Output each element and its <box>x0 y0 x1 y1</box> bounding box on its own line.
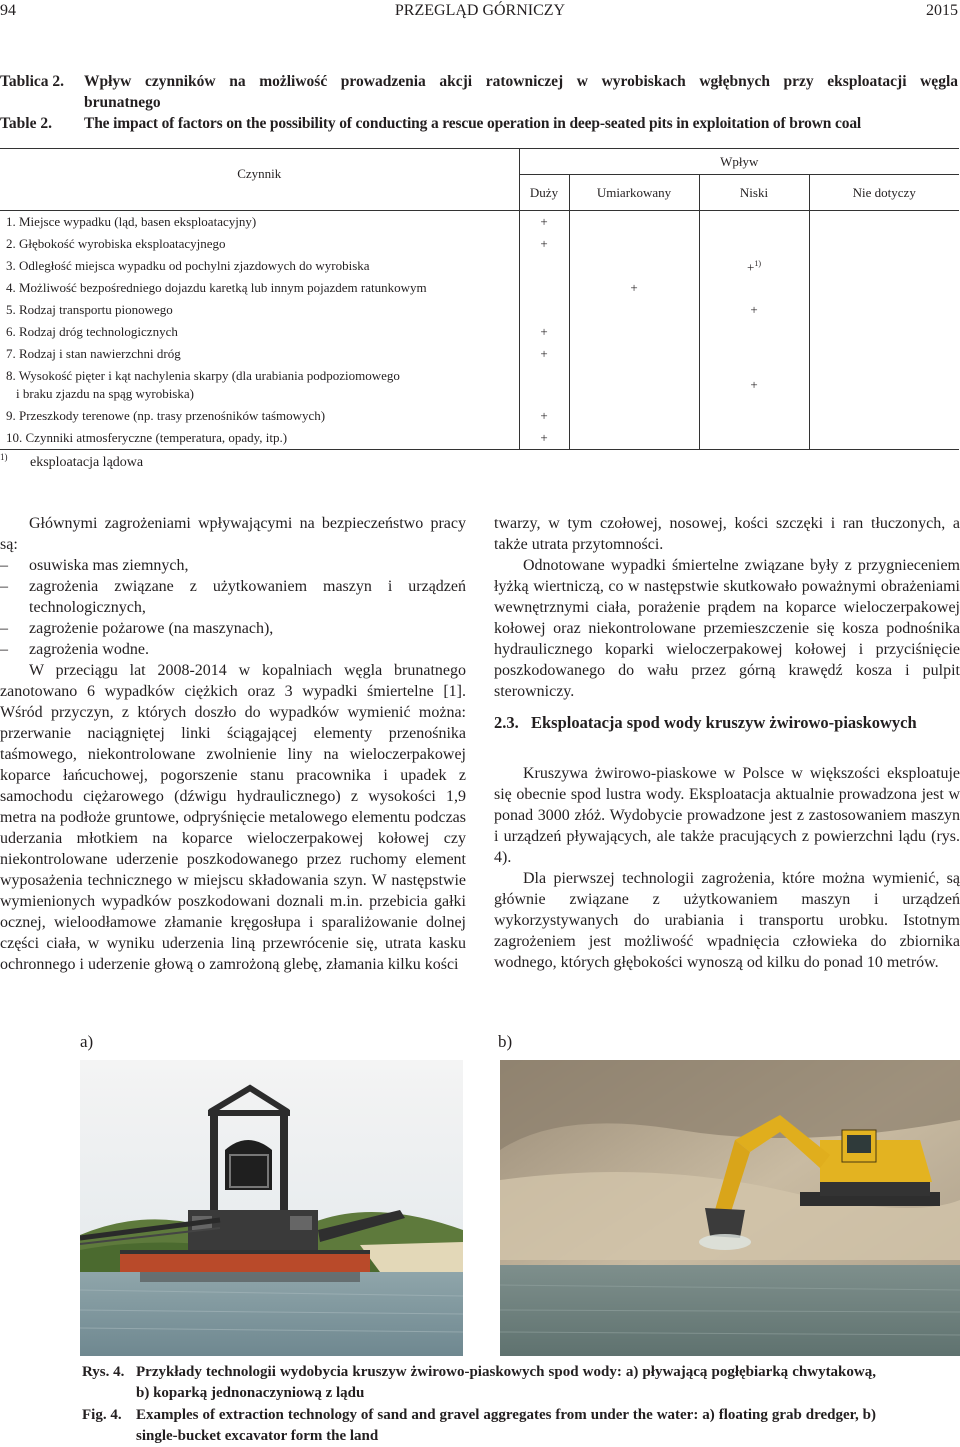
figure-label-b: b) <box>498 1032 513 1051</box>
table-row <box>0 211 959 234</box>
footnote-text: eksploatacja lądowa <box>30 455 144 470</box>
factor-cell: 5. Rodzaj transportu pionowego <box>0 299 519 321</box>
factor-cell: 2. Głębokość wyrobiska eksploatacyjnego <box>0 233 519 255</box>
high-cell: + <box>519 343 569 365</box>
moderate-cell <box>569 211 699 234</box>
factor-cell: 10. Czynniki atmosferyczne (temperatura, opady, itp.) <box>0 427 519 450</box>
high-cell <box>519 255 569 277</box>
table-row <box>0 427 959 450</box>
high-cell <box>519 365 569 405</box>
na-cell <box>809 233 959 255</box>
paragraph: W przeciągu lat 2008-2014 w kopalniach węgla brunatnego zanotowano 6 wypadków ciężkich oraz 3 wypadki śmiertelne [1]. Wśród przyczyn, z których doszło do wypadków wymienić można: przerwanie naciągniętej linki ściągającej elementy przenośnika taśmowego, niekontrolowane zwolnienie liny na wieloczerpakowej koparce łańcuchowej, pogorszenie stanu pracownika i upadek z samochodu ciężarowego (dźwigu hydraulicznego) z wysokości 1,9 metra na podłoże gruntowe, odpryśnięcie metalowego elementu podczas uderzania młotkiem na koparce wieloczerpakowej kołowej czy niekontrolowane uderzenie poszkodowanego przez ruchomy element wyposażenia technicznego w miejscu składowania szyn. W następstwie wymienionych wypadków poszkodowani doznali m.in. przebicia gałki ocznej, wieloodłamowe złamanie kręgosłupa i sparaliżowanie dolnej części ciała, w wyniku uderzenia liną przewrócenie się, utrata kasku ochronnego i uderzenie głową o zamrożoną glebę, złamania kilku kości <box>0 662 466 973</box>
low-cell <box>699 343 809 365</box>
na-cell <box>809 343 959 365</box>
low-cell: + <box>699 365 809 405</box>
low-cell: +$^{1)}$ <box>699 255 809 277</box>
moderate-cell <box>569 365 699 405</box>
factor-cell: 1. Miejsce wypadku (ląd, basen eksploatacyjny) <box>0 211 519 234</box>
excavator-image <box>500 1060 960 1356</box>
photo-excavator <box>500 1060 960 1356</box>
moderate-cell <box>569 321 699 343</box>
low-cell <box>699 233 809 255</box>
header-moderate: Umiarkowany <box>569 175 699 211</box>
high-cell <box>519 299 569 321</box>
low-cell <box>699 427 809 450</box>
list-item: – zagrożenia wodne. <box>0 641 149 658</box>
table-caption-en: The impact of factors on the possibility of conducting a rescue operation in deep-seated pits in exploitation of brown coal <box>84 115 862 132</box>
figure-label-a: a) <box>80 1032 94 1051</box>
factor-cell: 7. Rodzaj i stan nawierzchni dróg <box>0 343 519 365</box>
low-cell <box>699 211 809 234</box>
moderate-cell <box>569 233 699 255</box>
table-row <box>0 343 959 365</box>
na-cell <box>809 211 959 234</box>
figure-label-pl: Rys. 4. <box>82 1364 125 1380</box>
journal-title: PRZEGLĄD GÓRNICZY <box>394 2 566 19</box>
na-cell <box>809 299 959 321</box>
high-cell: + <box>519 233 569 255</box>
header-factor: Czynnik <box>0 149 519 211</box>
table-row <box>0 299 959 321</box>
low-cell <box>699 321 809 343</box>
moderate-cell <box>569 405 699 427</box>
header-not-applicable: Nie dotyczy <box>809 175 959 211</box>
table-row <box>0 233 959 255</box>
right-column <box>494 513 960 973</box>
figure-caption-pl: Przykłady technologii wydobycia kruszyw żwirowo-piaskowych spod wody: a) pływającą pogłębiarką chwytakową, b) koparką jednonaczyniową z lądu <box>136 1364 876 1401</box>
section-title: Eksploatacja spod wody kruszyw żwirowo-piaskowych <box>531 713 917 732</box>
high-cell: + <box>519 405 569 427</box>
header-high: Duży <box>519 175 569 211</box>
factor-cell: 3. Odległość miejsca wypadku od pochylni zjazdowych do wyrobiska <box>0 255 519 277</box>
paragraph: twarzy, w tym czołowej, nosowej, kości szczęki i ran tłuczonych, a także utrata przytomności. <box>494 515 960 553</box>
header-impact: Wpływ <box>519 149 959 175</box>
factor-cell: 4. Możliwość bezpośredniego dojazdu karetką lub innym pojazdem ratunkowym <box>0 277 519 299</box>
grab-dredger-image <box>80 1060 463 1356</box>
factor-cell: 9. Przeszkody terenowe (np. trasy przenośników taśmowych) <box>0 405 519 427</box>
factor-line: i braku zjazdu na spąg wyrobiska) <box>16 386 194 401</box>
high-cell: + <box>519 321 569 343</box>
moderate-cell <box>569 427 699 450</box>
na-cell <box>809 277 959 299</box>
moderate-cell <box>569 299 699 321</box>
high-cell: + <box>519 427 569 450</box>
footnote-ref: 1) <box>754 259 761 269</box>
low-cell <box>699 277 809 299</box>
high-cell <box>519 277 569 299</box>
factor-line: 8. Wysokość pięter i kąt nachylenia skarpy (dla urabiania podpoziomowego <box>6 368 400 383</box>
moderate-cell <box>569 255 699 277</box>
table-caption-pl-line2: brunatnego <box>84 94 161 111</box>
section-number: 2.3. <box>494 713 519 732</box>
table-row <box>0 365 959 405</box>
na-cell <box>809 427 959 450</box>
table-row <box>0 277 959 299</box>
high-cell: + <box>519 211 569 234</box>
paragraph: Głównymi zagrożeniami wpływającymi na bezpieczeństwo pracy są: <box>0 515 466 553</box>
low-cell <box>699 405 809 427</box>
impact-table <box>0 148 959 450</box>
header-low: Niski <box>699 175 809 211</box>
table-row <box>0 405 959 427</box>
year: 2015 <box>926 2 958 19</box>
section-heading <box>494 712 960 733</box>
figure-caption-en: Examples of extraction technology of sand and gravel aggregates from under the water: a) floating grab dredger, b) single-bucket excavator form the land <box>136 1407 876 1444</box>
na-cell <box>809 321 959 343</box>
list-item: – zagrożenia związane z użytkowaniem maszyn i urządzeń technologicznych, <box>0 578 466 616</box>
moderate-cell <box>569 343 699 365</box>
paragraph: Dla pierwszej technologii zagrożenia, które można wymienić, są głównie związane z użytkowaniem maszyn i urządzeń wykorzystywanych do urabiania i transportu urobku. Istotnym zagrożeniem jest możliwość wpadnięcia człowieka do zbiornika wodnego, których głębokości wynoszą od kilku do ponad 10 metrów. <box>494 870 960 971</box>
table-row <box>0 255 959 277</box>
footnote-mark: 1) <box>0 452 8 462</box>
factor-cell <box>0 365 519 405</box>
factor-cell: 6. Rodzaj dróg technologicznych <box>0 321 519 343</box>
paragraph: Odnotowane wypadki śmiertelne związane były z przygnieceniem łyżką wiertniczą, co w następstwie skutkowało poważnymi obrażeniami wewnętrznymi ciała, porażenie prądem na koparce wieloczerpakowej kołowej oraz niekontrolowane przemieszczenie się kosza podnośnika hydraulicznego koparki wieloczerpakowej kołowej i przyciśnięcie poszkodowanego do wału przez górną krawędź kosza i pulpit sterowniczy. <box>494 557 960 700</box>
left-column <box>0 513 466 975</box>
na-cell <box>809 405 959 427</box>
figure-label-en: Fig. 4. <box>82 1407 122 1423</box>
table-row <box>0 321 959 343</box>
paragraph: Kruszywa żwirowo-piaskowe w Polsce w większości eksploatuje się obecnie spod lustra wody. Eksploatacja aktualnie prowadzona jest w ponad 3000 złóż. Wydobycie prowadzone jest z zastosowaniem maszyn i urządzeń pływających, ale także pracujących z powierzchni lądu (rys. 4). <box>494 765 960 866</box>
na-cell <box>809 255 959 277</box>
page-number: 94 <box>0 2 16 19</box>
table-label-en: Table 2. <box>0 115 52 132</box>
low-cell: + <box>699 299 809 321</box>
list-item: – zagrożenie pożarowe (na maszynach), <box>0 620 274 637</box>
table-caption-pl-line1: Wpływ czynników na możliwość prowadzenia akcji ratowniczej w wyrobiskach wgłębnych przy eksploatacji węgla <box>84 73 958 90</box>
na-cell <box>809 365 959 405</box>
list-item: – osuwiska mas ziemnych, <box>0 557 189 574</box>
moderate-cell: + <box>569 277 699 299</box>
table-label-pl: Tablica 2. <box>0 73 65 90</box>
photo-grab-dredger <box>80 1060 463 1356</box>
